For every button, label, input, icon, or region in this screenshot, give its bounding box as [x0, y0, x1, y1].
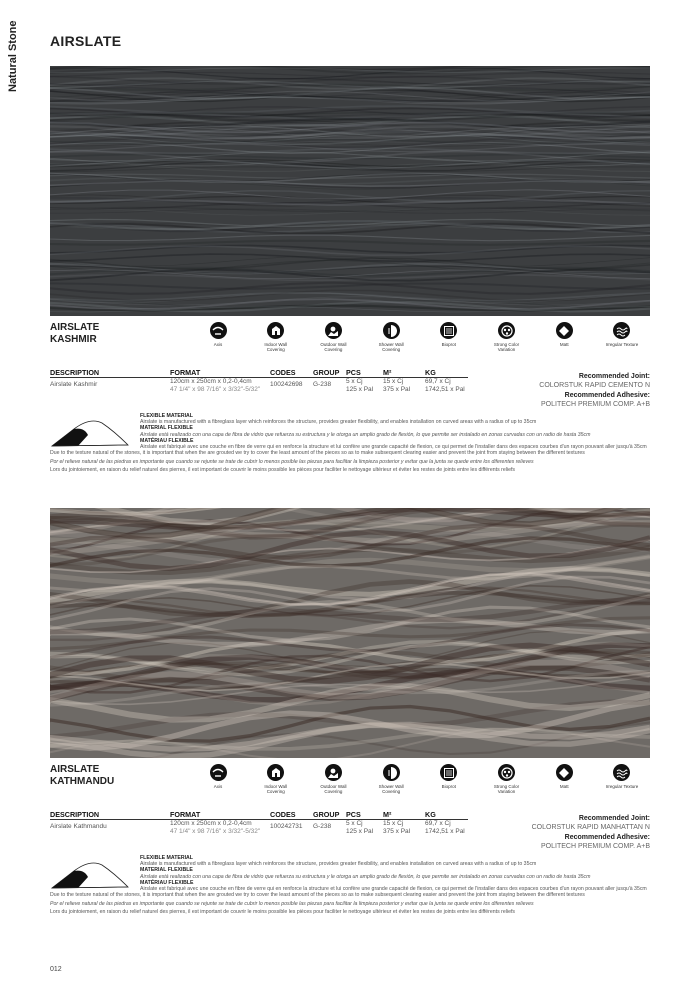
cell-format-metric: 120cm x 250cm x 0,2-0,4cm [170, 378, 252, 385]
icon-label: Strong Color Variation [493, 342, 520, 352]
cell-kg-pallet: 1742,51 x Pal [425, 828, 465, 835]
product-name-line1: AIRSLATE [50, 322, 100, 333]
bioprot-feature [421, 322, 477, 352]
icon-label: Irregular Texture [605, 342, 639, 347]
product-name-line1: AIRSLATE [50, 764, 100, 775]
flexible-sheet-icon [50, 857, 130, 891]
header-pcs: PCS [346, 810, 361, 819]
cell-format-imperial: 47 1/4" x 98 7/16" x 3/32"-5/32" [170, 386, 261, 393]
header-kg: KG [425, 368, 436, 377]
flexible-text-fr: Airslate est fabriqué avec une couche en fibre de verre qui en renforce la structure et lui confère une grande capacité de flexion, ce qui permet de l'installer dans des espaces courbes d'un rayon pouvant aller jusqu'à 35cm [140, 444, 647, 451]
matt-icon [556, 764, 573, 781]
table-divider [50, 819, 468, 820]
flexible-material-section [50, 855, 650, 891]
strong-color-variation-feature [479, 764, 535, 794]
recommended-joint-value: COLORSTUK RAPID MANHATTAN N [531, 824, 650, 832]
strong-color-variation-feature [479, 322, 535, 352]
cell-group: G-238 [313, 381, 332, 388]
header-codes: CODES [270, 810, 296, 819]
recommended-joint-label: Recommended Joint: [578, 815, 650, 822]
flexible-title-fr: MATÉRIAU FLEXIBLE [140, 437, 194, 444]
icon-label: Axis [213, 342, 223, 347]
header-pcs: PCS [346, 368, 361, 377]
product-name [50, 764, 140, 788]
icon-label: Strong Color Variation [493, 784, 520, 794]
icon-label: Bioprot [441, 342, 456, 347]
icon-label: Shower Wall Covering [378, 784, 404, 794]
axis-feature [190, 322, 246, 352]
icon-label: Bioprot [441, 784, 456, 789]
irregular-texture-feature [594, 764, 650, 794]
axis-icon [210, 322, 227, 339]
bioprot-icon [440, 322, 457, 339]
icon-label: Matt [559, 342, 569, 347]
header-format: FORMAT [170, 368, 201, 377]
bioprot-icon [440, 764, 457, 781]
product-name-line2: KATHMANDU [50, 776, 115, 787]
axis-feature [190, 764, 246, 794]
cell-group: G-238 [313, 823, 332, 830]
cell-kg-pallet: 1742,51 x Pal [425, 386, 465, 393]
cell-code: 100242698 [270, 381, 303, 388]
flexible-title-es: MATERIAL FLEXIBLE [140, 425, 193, 432]
note-en: Due to the texture natural of the stones, it is important that when the are grouted we try to cover the least amount of the pieces so as to make subsequent clearing easier and prevent the joint from staying between the different textures [50, 892, 585, 898]
indoor-wall-covering-feature [248, 764, 304, 794]
header-description: DESCRIPTION [50, 810, 100, 819]
cell-description: Airslate Kathmandu [50, 823, 107, 830]
irregular-texture-feature [594, 322, 650, 352]
stone-texture-image [50, 508, 650, 758]
indoor-wall-covering-icon [267, 322, 284, 339]
header-m2: M² [383, 368, 392, 377]
strong-color-variation-icon [498, 322, 515, 339]
irregular-texture-icon [613, 764, 630, 781]
axis-icon [210, 764, 227, 781]
icon-label: Axis [213, 784, 223, 789]
product-name-line2: KASHMIR [50, 334, 97, 345]
flexible-text-fr: Airslate est fabriqué avec une couche en fibre de verre qui en renforce la structure et lui confère une grande capacité de flexion, ce qui permet de l'installer dans des espaces courbes d'un rayon pouvant aller jusqu'à 35cm [140, 886, 647, 893]
flexible-text-en: Airslate is manufactured with a fibreglass layer which reinforces the structure, provides greater flexibility, and enables installation on curved areas with a radius of up to 35cm [140, 861, 537, 868]
flexible-sheet-icon [50, 415, 130, 449]
spec-table [50, 810, 650, 855]
note-es: Por el relieve natural de las piedras es importante que cuando se rejunte se trate de cubrir lo menos posible las piezas para facilitar la limpieza posterior y evitar que la junta se quede entre los diferentes relieves [50, 900, 534, 907]
icon-label: Matt [559, 784, 569, 789]
header-kg: KG [425, 810, 436, 819]
header-description: DESCRIPTION [50, 368, 100, 377]
cell-m2-box: 15 x Cj [383, 820, 404, 827]
matt-icon [556, 322, 573, 339]
indoor-wall-covering-feature [248, 322, 304, 352]
side-label: Natural Stone [7, 20, 19, 92]
header-codes: CODES [270, 368, 296, 377]
icon-label: Indoor Wall Covering [264, 784, 287, 794]
icon-label: Indoor Wall Covering [264, 342, 287, 352]
page-number: 012 [50, 966, 62, 973]
cell-kg-box: 69,7 x Cj [425, 378, 451, 385]
shower-wall-covering-feature [363, 764, 419, 794]
cell-description: Airslate Kashmir [50, 381, 98, 388]
header-format: FORMAT [170, 810, 201, 819]
shower-wall-covering-icon [383, 322, 400, 339]
cell-m2-box: 15 x Cj [383, 378, 404, 385]
header-group: GROUP [313, 368, 340, 377]
flexible-text-es: Airslate está realizado con una capa de fibra de vidrio que refuerza su estructura y le otorga un amplio grado de flexión, lo que permite ser instalado en zonas curvadas con un radio de hasta 35cm [140, 431, 591, 438]
recommended-joint-value: COLORSTUK RAPID CEMENTO N [539, 382, 650, 390]
outdoor-wall-covering-feature [305, 322, 361, 352]
icon-label: Shower Wall Covering [378, 342, 404, 352]
cell-m2-pallet: 375 x Pal [383, 828, 411, 835]
outdoor-wall-covering-icon [325, 322, 342, 339]
shower-wall-covering-icon [383, 764, 400, 781]
cell-m2-pallet: 375 x Pal [383, 386, 411, 393]
cell-format-metric: 120cm x 250cm x 0,2-0,4cm [170, 820, 252, 827]
cell-kg-box: 69,7 x Cj [425, 820, 451, 827]
flexible-title-es: MATERIAL FLEXIBLE [140, 867, 193, 874]
feature-icons [190, 764, 650, 794]
recommended-adhesive-label: Recommended Adhesive: [564, 391, 650, 399]
product-block-kathmandu [50, 508, 650, 917]
cell-pcs-pallet: 125 x Pal [346, 386, 374, 393]
cell-pcs-box: 5 x Cj [346, 820, 363, 827]
flexible-text-en: Airslate is manufactured with a fibreglass layer which reinforces the structure, provides greater flexibility, and enables installation on curved areas with a radius of up to 35cm [140, 419, 537, 426]
flexible-material-section [50, 413, 650, 449]
page-title: AIRSLATE [50, 33, 122, 49]
matt-feature [536, 322, 592, 352]
strong-color-variation-icon [498, 764, 515, 781]
note-es: Por el relieve natural de las piedras es importante que cuando se rejunte se trate de cubrir lo menos posible las piezas para facilitar la limpieza posterior y evitar que la junta se quede entre los diferentes relieves [50, 458, 534, 465]
flexible-title-fr: MATÉRIAU FLEXIBLE [140, 879, 194, 886]
recommended-adhesive-value: POLITECH PREMIUM COMP. A+B [541, 400, 650, 408]
icon-label: Outdoor Wall Covering [320, 342, 347, 352]
outdoor-wall-covering-icon [325, 764, 342, 781]
cell-format-imperial: 47 1/4" x 98 7/16" x 3/32"-5/32" [170, 828, 261, 835]
outdoor-wall-covering-feature [305, 764, 361, 794]
recommended-joint-label: Recommended Joint: [578, 373, 650, 380]
product-name [50, 322, 140, 346]
flexible-text-es: Airslate está realizado con una capa de fibra de vidrio que refuerza su estructura y le otorga un amplio grado de flexión, lo que permite ser instalado en zonas curvadas con un radio de hasta 35cm [140, 873, 591, 880]
note-fr: Lors du jointoiement, en raison du relief naturel des pierres, il est important de couvrir le moins possible les pièces pour faciliter le nettoyage ultérieur et éviter les restes de joints entre les différents reliefs [50, 467, 515, 473]
bioprot-feature [421, 764, 477, 794]
grouting-notes [50, 891, 650, 917]
product-block-kashmir [50, 66, 650, 475]
recommended-adhesive-value: POLITECH PREMIUM COMP. A+B [541, 842, 650, 850]
flexible-title-en: FLEXIBLE MATERIAL [140, 855, 193, 861]
shower-wall-covering-feature [363, 322, 419, 352]
cell-pcs-pallet: 125 x Pal [346, 828, 374, 835]
spec-table [50, 368, 650, 413]
header-m2: M² [383, 810, 392, 819]
icon-label: Outdoor Wall Covering [320, 784, 347, 794]
matt-feature [536, 764, 592, 794]
recommended-adhesive-label: Recommended Adhesive: [564, 833, 650, 841]
grouting-notes [50, 449, 650, 475]
cell-code: 100242731 [270, 823, 303, 830]
recommended-products [539, 372, 650, 409]
header-group: GROUP [313, 810, 340, 819]
icon-label: Irregular Texture [605, 784, 639, 789]
cell-pcs-box: 5 x Cj [346, 378, 363, 385]
feature-icons [190, 322, 650, 352]
note-en: Due to the texture natural of the stones, it is important that when the are grouted we try to cover the least amount of the pieces so as to make subsequent clearing easier and prevent the joint from staying between the different textures [50, 450, 585, 456]
flexible-title-en: FLEXIBLE MATERIAL [140, 413, 193, 419]
recommended-products [532, 814, 650, 851]
table-divider [50, 377, 468, 378]
stone-texture-image [50, 66, 650, 316]
irregular-texture-icon [613, 322, 630, 339]
indoor-wall-covering-icon [267, 764, 284, 781]
note-fr: Lors du jointoiement, en raison du relief naturel des pierres, il est important de couvrir le moins possible les pièces pour faciliter le nettoyage ultérieur et éviter les restes de joints entre les différents reliefs [50, 909, 515, 915]
